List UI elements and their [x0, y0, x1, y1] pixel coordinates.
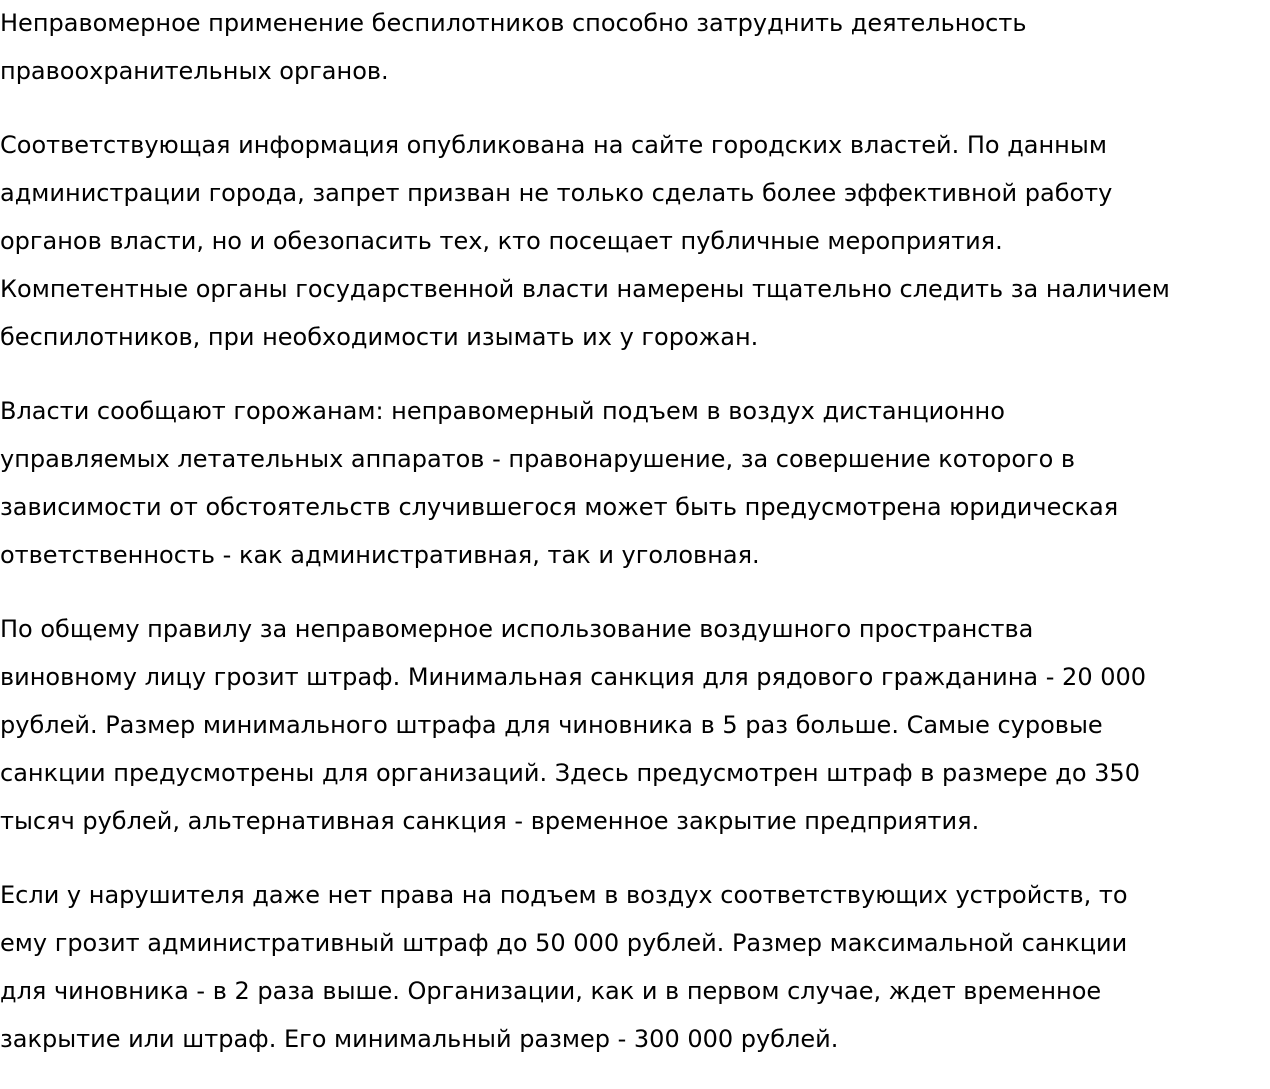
text-line: Если у нарушителя даже нет права на подъем в воздух соответствующих устройств, то: [0, 881, 1128, 909]
text-line: управляемых летательных аппаратов - правонарушение, за совершение которого в: [0, 445, 1076, 473]
text-line: правоохранительных органов.: [0, 57, 389, 85]
text-line: беспилотников, при необходимости изымать их у горожан.: [0, 323, 759, 351]
text-line: Неправомерное применение беспилотников способно затруднить деятельность: [0, 9, 1027, 37]
text-line: Соответствующая информация опубликована на сайте городских властей. По данным: [0, 131, 1107, 159]
text-line: рублей. Размер минимального штрафа для чиновника в 5 раз больше. Самые суровые: [0, 711, 1103, 739]
text-line: Компетентные органы государственной власти намерены тщательно следить за наличием: [0, 275, 1170, 303]
text-line: органов власти, но и обезопасить тех, кто посещает публичные мероприятия.: [0, 227, 1003, 255]
text-line: ему грозит административный штраф до 50 000 рублей. Размер максимальной санкции: [0, 929, 1128, 957]
text-line: санкции предусмотрены для организаций. Здесь предусмотрен штраф в размере до 350: [0, 759, 1140, 787]
text-line: зависимости от обстоятельств случившегося может быть предусмотрена юридическая: [0, 493, 1119, 521]
text-line: ответственность - как административная, так и уголовная.: [0, 541, 760, 569]
paragraph-4: [0, 605, 1270, 845]
text-line: По общему правилу за неправомерное использование воздушного пространства: [0, 615, 1034, 643]
paragraph-2: [0, 121, 1270, 361]
text-line: администрации города, запрет призван не только сделать более эффективной работу: [0, 179, 1113, 207]
text-line: для чиновника - в 2 раза выше. Организации, как и в первом случае, ждет временное: [0, 977, 1102, 1005]
paragraph-1: [0, 0, 1270, 95]
text-line: тысяч рублей, альтернативная санкция - временное закрытие предприятия.: [0, 807, 980, 835]
text-line: Власти сообщают горожанам: неправомерный подъем в воздух дистанционно: [0, 397, 1005, 425]
paragraph-5: [0, 871, 1270, 1063]
text-line: закрытие или штраф. Его минимальный размер - 300 000 рублей.: [0, 1025, 839, 1053]
paragraph-3: [0, 387, 1270, 579]
text-line: виновному лицу грозит штраф. Минимальная санкция для рядового гражданина - 20 000: [0, 663, 1147, 691]
